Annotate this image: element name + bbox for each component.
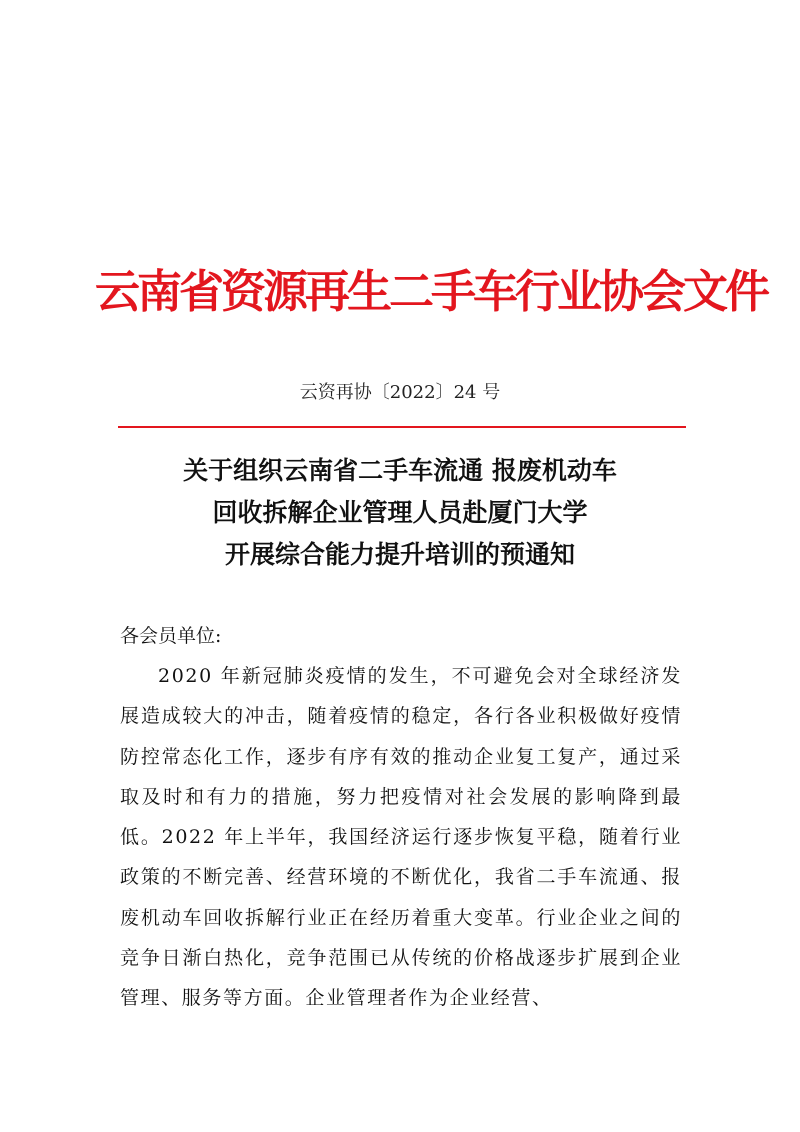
document-title <box>100 450 700 576</box>
title-line-3: 开展综合能力提升培训的预通知 <box>224 540 575 569</box>
document-number: 云资再协〔2022〕24 号 <box>299 382 501 403</box>
salutation: 各会员单位: <box>120 625 222 647</box>
organization-header: 云南省资源再生二手车行业协会文件 <box>95 265 768 318</box>
title-line-2: 回收拆解企业管理人员赴厦门大学 <box>212 498 588 527</box>
body-paragraph: 2020 年新冠肺炎疫情的发生，不可避免会对全球经济发展造成较大的冲击，随着疫情的稳定，各行各业积极做好疫情防控常态化工作，逐步有序有效的推动企业复工复产，通过采取及时和有力的措施，努力把疫情对社会发展的影响降到最低。2022 年上半年，我国经济运行逐步恢复平稳，随着行业政策的不断完善、经营环境的不断优化，我省二手车流通、报废机动车回收拆解行业正在经历着重大变革。行业企业之间的竞争日渐白热化，竞争范围已从传统的价格战逐步扩展到企业管理、服务等方面。企业管理者作为企业经营、 <box>120 665 682 1010</box>
red-divider-line <box>118 426 686 428</box>
title-line-1: 关于组织云南省二手车流通 报废机动车 <box>183 456 617 485</box>
